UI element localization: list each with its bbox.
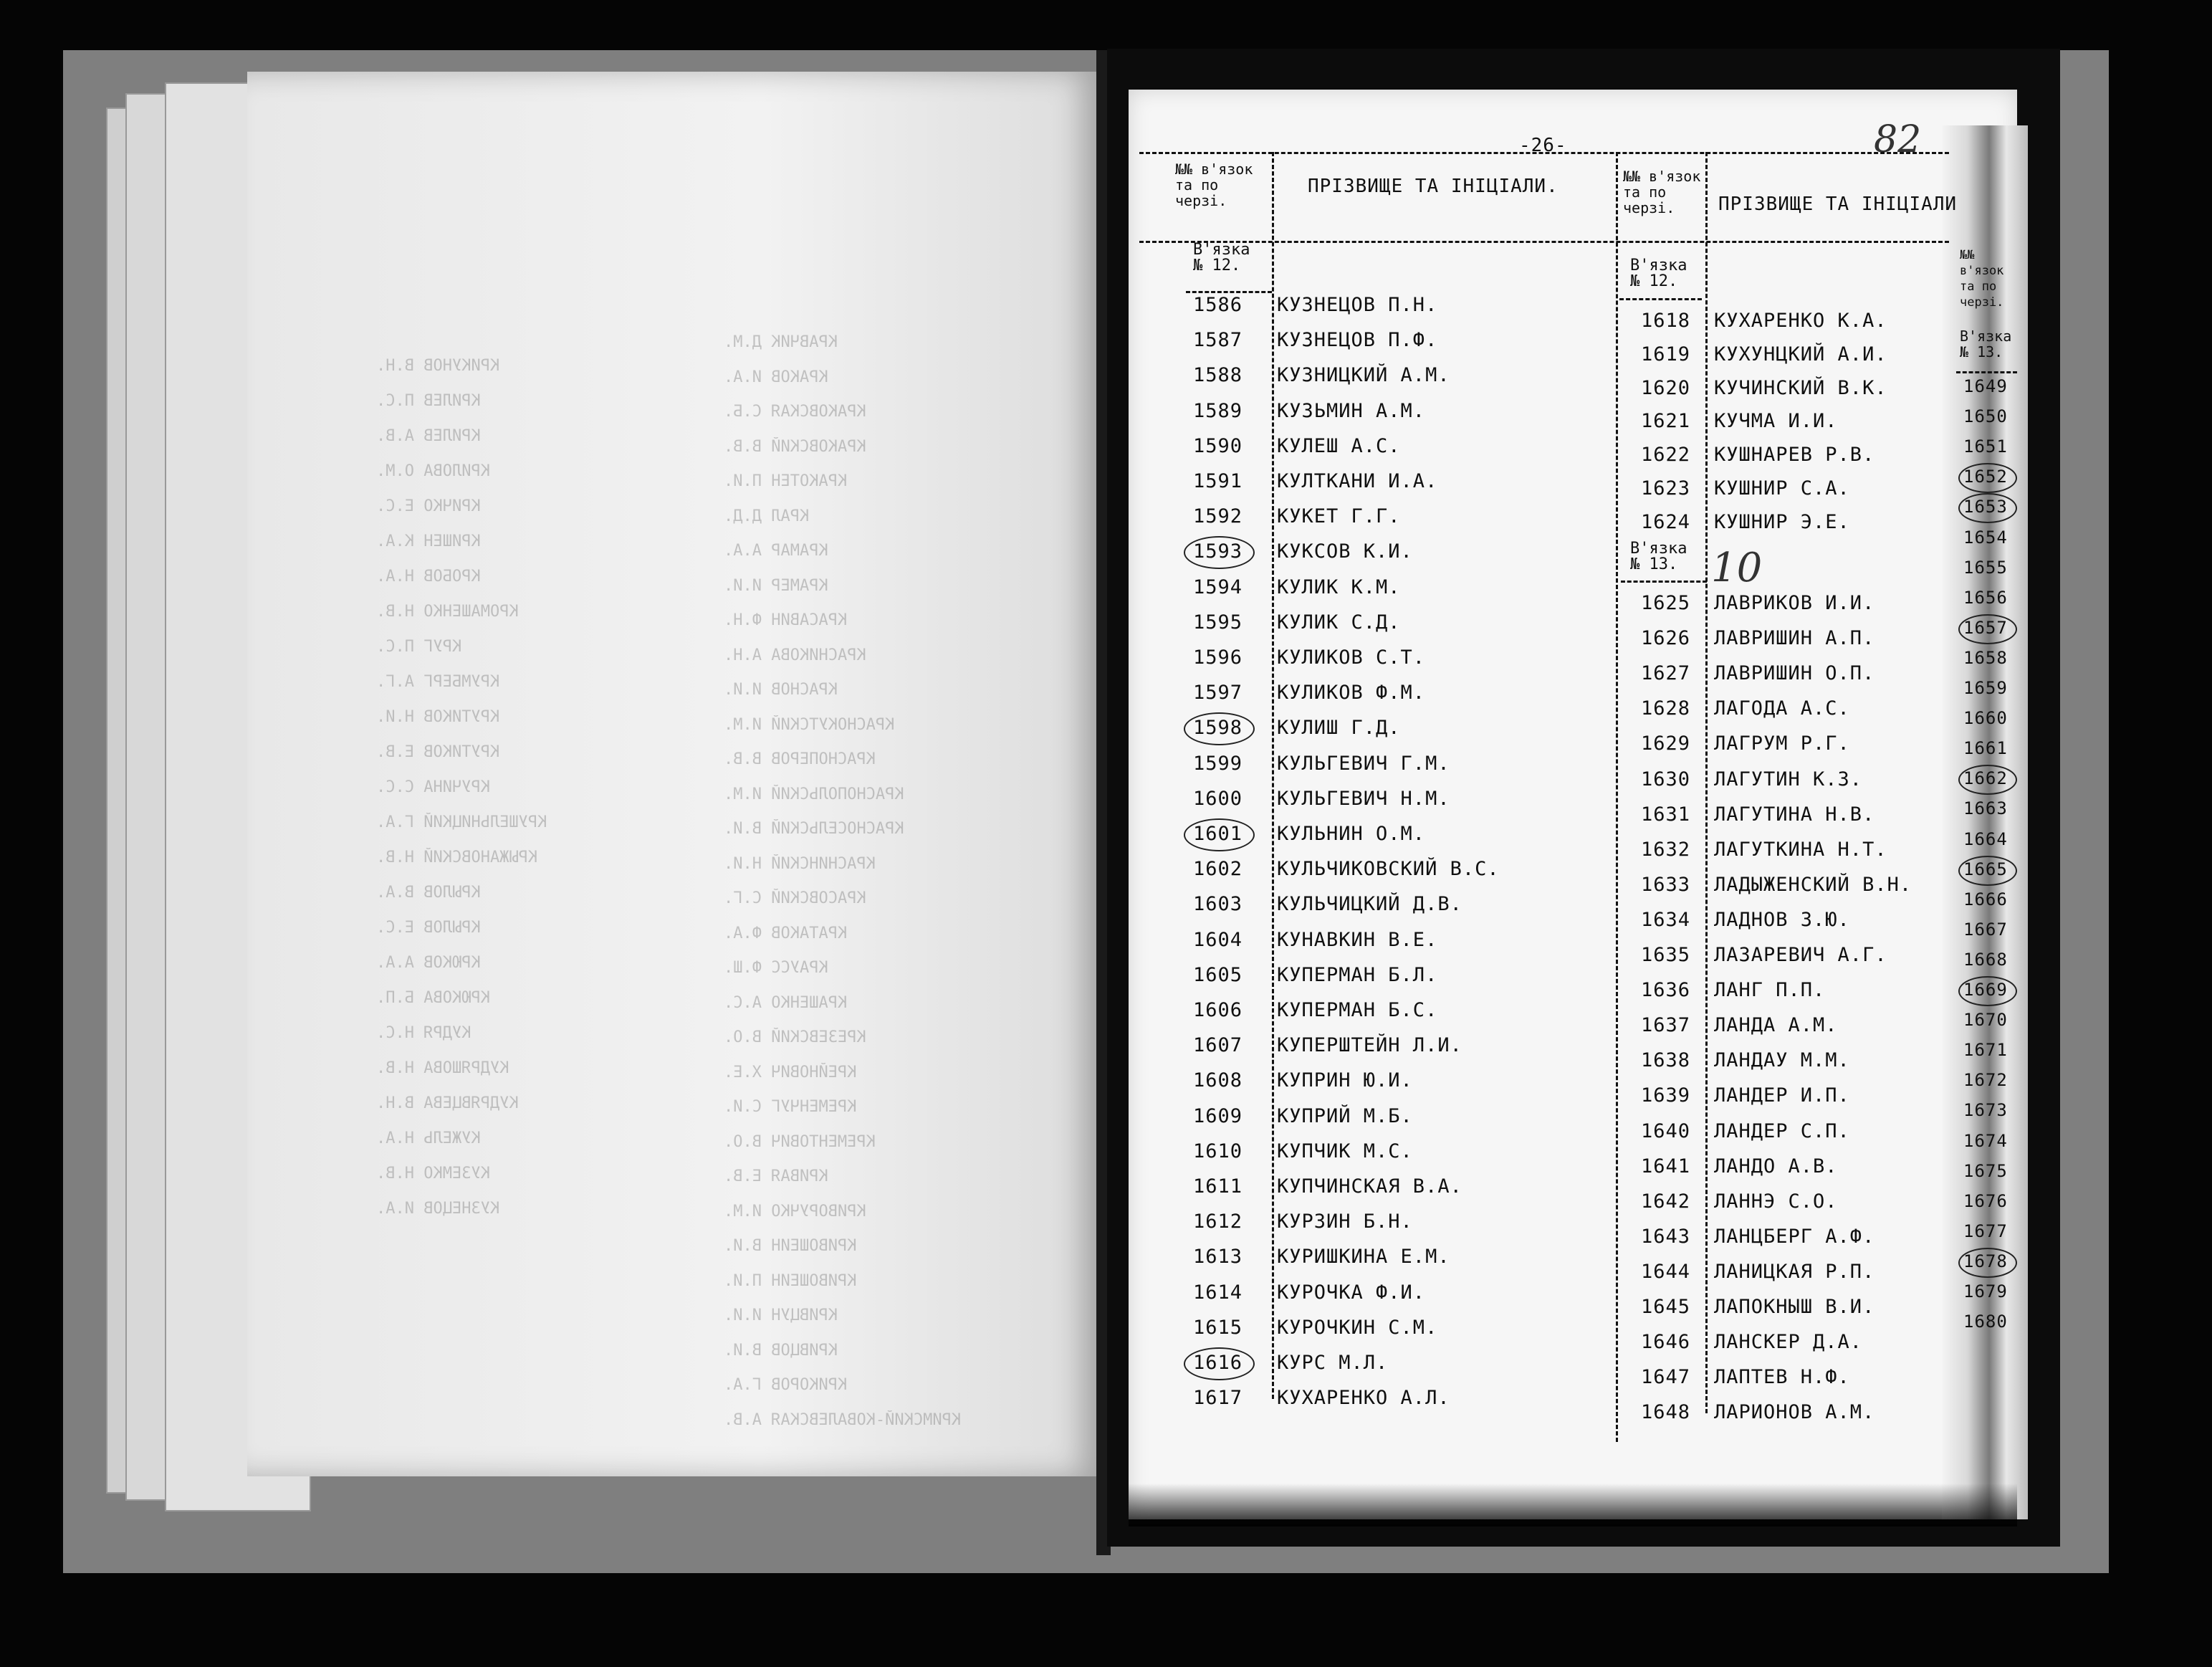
- ghost-line: КУЗЕМКО Н.В.: [376, 1165, 490, 1183]
- entry-number: 1598: [1193, 717, 1243, 740]
- entry-number: 1597: [1193, 682, 1243, 704]
- entry-number: 1645: [1641, 1296, 1691, 1318]
- circled-mark: [1184, 1347, 1255, 1380]
- entry-number: 1626: [1641, 627, 1691, 650]
- entry-number: 1599: [1193, 752, 1243, 775]
- ghost-line: КРИЧКО Е.С.: [376, 497, 481, 515]
- col2-num-bundle13-rule: [1621, 581, 1707, 583]
- ghost-line: КУДРЯВЦЕВА В.Н.: [376, 1094, 519, 1112]
- entry-name: КУНАВКИН В.Е.: [1277, 928, 1438, 951]
- entry-name: ЛАГРУМ Р.Г.: [1714, 732, 1850, 755]
- entry-name: КУПРИН Ю.И.: [1277, 1069, 1413, 1092]
- entry-number: 1649: [1963, 376, 2008, 396]
- ghost-line: КРАСАВИН Ф.Н.: [724, 611, 848, 629]
- entry-name: ЛАНЦБЕРГ А.Ф.: [1714, 1225, 1875, 1248]
- ghost-line: КРАТАКОВ Ф.А.: [724, 924, 848, 942]
- ghost-line: КРУЧИНА С.С.: [376, 778, 490, 796]
- ghost-line: КРЫЛОВ В.А.: [376, 884, 481, 902]
- entry-number: 1625: [1641, 592, 1691, 614]
- entry-number: 1631: [1641, 803, 1691, 826]
- circled-mark: [1958, 1248, 2017, 1278]
- entry-name: КУЛИШ Г.Д.: [1277, 717, 1401, 740]
- entry-number: 1629: [1641, 732, 1691, 755]
- entry-number: 1630: [1641, 768, 1691, 790]
- ghost-line: КРИЛЕВ П.С.: [376, 392, 481, 410]
- entry-number: 1624: [1641, 510, 1691, 533]
- ghost-line: КРЮКОВА Б.П.: [376, 989, 490, 1007]
- circled-mark: [1958, 976, 2017, 1006]
- entry-name: КУЗНЕЦОВ П.Н.: [1277, 294, 1438, 316]
- ghost-line: КРИКОРОВ Г.А.: [724, 1376, 848, 1394]
- ghost-line: КРАМЕР И.И.: [724, 576, 828, 595]
- ghost-line: КРИВЦОВ В.И.: [724, 1341, 838, 1360]
- entry-name: КУХАРЕНКО А.Л.: [1277, 1387, 1450, 1410]
- entry-number: 1603: [1193, 893, 1243, 916]
- entry-number: 1677: [1963, 1221, 2008, 1241]
- entry-number: 1588: [1193, 364, 1243, 387]
- ghost-line: КРАКОТЕН П.И.: [724, 472, 848, 490]
- ghost-line: КРУШЕЛЬНИЦКИЙ Г.А.: [376, 813, 547, 831]
- ghost-line: КУДРЯ Н.С.: [376, 1024, 471, 1042]
- entry-number: 1669: [1963, 980, 2008, 1000]
- entry-number: 1680: [1963, 1312, 2008, 1332]
- entry-name: ЛАГУТКИНА Н.Т.: [1714, 838, 1887, 861]
- ghost-line: КРУМБЕРГ А.Г.: [376, 673, 500, 691]
- ghost-line: КРАСНОПОЛЬСКИЙ И.М.: [724, 785, 904, 803]
- entry-number: 1590: [1193, 434, 1243, 457]
- ghost-line: КРАВЧИК Д.М.: [724, 333, 838, 351]
- entry-name: КУКЕТ Г.Г.: [1277, 505, 1401, 528]
- entry-name: ЛАЗАРЕВИЧ А.Г.: [1714, 944, 1887, 966]
- ghost-line: КРИМСКИЙ-КОВАЛЕВСКАЯ А.В.: [724, 1410, 962, 1429]
- entry-name: ЛАПТЕВ Н.Ф.: [1714, 1366, 1850, 1389]
- entry-number: 1652: [1963, 467, 2008, 487]
- page-number: -26-: [1519, 135, 1567, 156]
- entry-number: 1610: [1193, 1140, 1243, 1162]
- col2-num-bundle-rule: [1619, 298, 1702, 300]
- col3-bundle-label: В'язка № 13.: [1960, 328, 2012, 360]
- entry-number: 1666: [1963, 889, 2008, 909]
- ghost-line: КРУТИКОВ Е.В.: [376, 743, 500, 761]
- entry-number: 1622: [1641, 444, 1691, 467]
- entry-name: КУЗНЕЦОВ П.Ф.: [1277, 329, 1438, 352]
- col2-num-header: №№ в'язок та по черзі.: [1623, 168, 1701, 216]
- entry-name: ЛАГОДА А.С.: [1714, 697, 1850, 720]
- ghost-line: КРЮКОВ А.А.: [376, 954, 481, 972]
- entry-number: 1642: [1641, 1190, 1691, 1213]
- entry-name: КУПЕРМАН Б.Л.: [1277, 963, 1438, 986]
- entry-number: 1657: [1963, 617, 2008, 638]
- col1-num-header-rule: [1186, 291, 1272, 293]
- ghost-line: КРАУСС Ф.Ш.: [724, 959, 828, 977]
- entry-number: 1638: [1641, 1049, 1691, 1072]
- ghost-line: КРАСНОКУТСКИЙ И.М.: [724, 715, 895, 734]
- entry-name: КУЛИК С.Д.: [1277, 611, 1401, 634]
- right-page: [1129, 90, 2017, 1519]
- entry-number: 1591: [1193, 470, 1243, 492]
- entry-number: 1593: [1193, 540, 1243, 563]
- entry-number: 1674: [1963, 1130, 2008, 1151]
- entry-number: 1605: [1193, 963, 1243, 986]
- entry-name: КУПРИЙ М.Б.: [1277, 1104, 1413, 1127]
- col1-num-header: №№ в'язок та по черзі.: [1175, 161, 1253, 209]
- entry-number: 1643: [1641, 1225, 1691, 1248]
- entry-number: 1641: [1641, 1155, 1691, 1178]
- entry-number: 1639: [1641, 1084, 1691, 1107]
- entry-number: 1601: [1193, 823, 1243, 845]
- ghost-line: КРЕМЕНТОВИЧ В.О.: [724, 1132, 876, 1151]
- entry-name: КУЛЬЧИКОВСКИЙ В.С.: [1277, 858, 1500, 881]
- entry-number: 1656: [1963, 587, 2008, 608]
- entry-number: 1658: [1963, 647, 2008, 668]
- entry-name: КУЛИКОВ Ф.М.: [1277, 682, 1426, 704]
- entry-name: ЛАГУТИНА Н.В.: [1714, 803, 1875, 826]
- ghost-line: КРЕЙНОВИЧ Х.Е.: [724, 1063, 857, 1081]
- col2-bundle-label-13: В'язка № 13.: [1630, 540, 1687, 573]
- entry-number: 1607: [1193, 1034, 1243, 1057]
- entry-name: КУРС М.Л.: [1277, 1352, 1389, 1374]
- ghost-line: КРИЛОВА О.М.: [376, 462, 490, 480]
- entry-number: 1662: [1963, 768, 2008, 789]
- ghost-line: КРИКУНОВ В.Н.: [376, 357, 500, 375]
- col1-divider: [1272, 152, 1274, 1399]
- header-top-rule: [1139, 152, 1949, 154]
- entry-name: КУПЧИНСКАЯ В.А.: [1277, 1175, 1462, 1198]
- entry-number: 1648: [1641, 1401, 1691, 1424]
- entry-number: 1587: [1193, 329, 1243, 352]
- entry-number: 1620: [1641, 376, 1691, 399]
- entry-name: ЛАНДЕР С.П.: [1714, 1119, 1850, 1142]
- ghost-line: КРАСНИНСКИЙ Н.И.: [724, 854, 876, 873]
- entry-name: ЛАНДЕР И.П.: [1714, 1084, 1850, 1107]
- entry-name: КУПЕРМАН Б.С.: [1277, 999, 1438, 1021]
- entry-number: 1647: [1641, 1366, 1691, 1389]
- entry-number: 1613: [1193, 1246, 1243, 1269]
- entry-number: 1678: [1963, 1251, 2008, 1271]
- ghost-line: КРИШЕН К.А.: [376, 532, 481, 550]
- entry-number: 1659: [1963, 678, 2008, 698]
- entry-number: 1627: [1641, 662, 1691, 685]
- entry-name: ЛАРИОНОВ А.М.: [1714, 1401, 1875, 1424]
- entry-name: ЛАВРИШИН О.П.: [1714, 662, 1875, 685]
- entry-name: КУЗНИЦКИЙ А.М.: [1277, 364, 1450, 387]
- entry-number: 1602: [1193, 858, 1243, 881]
- col1-bundle-label: В'язка № 12.: [1193, 241, 1250, 274]
- entry-number: 1596: [1193, 646, 1243, 669]
- ghost-line: КРАМАР А.А.: [724, 542, 828, 560]
- ghost-line: КУДРЯШОВА Н.В.: [376, 1059, 509, 1077]
- ghost-line: КУЗНЕЦОВ И.А.: [376, 1200, 500, 1218]
- entry-number: 1594: [1193, 575, 1243, 598]
- entry-number: 1679: [1963, 1281, 2008, 1301]
- entry-name: КУХАРЕНКО К.А.: [1714, 310, 1887, 332]
- col3-num-header: №№ в'язок та по черзі.: [1960, 248, 2004, 310]
- entry-number: 1660: [1963, 708, 2008, 729]
- entry-name: ЛАНДАУ М.М.: [1714, 1049, 1850, 1072]
- entry-number: 1644: [1641, 1260, 1691, 1283]
- entry-name: ЛАНСКЕР Д.А.: [1714, 1331, 1863, 1354]
- entry-number: 1663: [1963, 798, 2008, 819]
- handwritten-note: 10: [1711, 545, 1763, 591]
- entry-number: 1635: [1641, 944, 1691, 966]
- entry-number: 1650: [1963, 406, 2008, 427]
- entry-number: 1633: [1641, 873, 1691, 896]
- entry-name: ЛАННЭ С.О.: [1714, 1190, 1838, 1213]
- col2-divider: [1705, 152, 1708, 1413]
- ghost-line: КРУГ П.С.: [376, 638, 462, 656]
- ghost-line: КРАСНИКОВА А.Н.: [724, 646, 866, 664]
- entry-number: 1592: [1193, 505, 1243, 528]
- entry-number: 1615: [1193, 1316, 1243, 1339]
- circled-mark: [1958, 856, 2017, 886]
- entry-number: 1611: [1193, 1175, 1243, 1198]
- entry-name: КУЛТКАНИ И.А.: [1277, 470, 1438, 492]
- ghost-line: КРАКОВСКИЙ В.В.: [724, 437, 866, 456]
- entry-name: ЛАДЫЖЕНСКИЙ В.Н.: [1714, 873, 1912, 896]
- entry-number: 1637: [1641, 1014, 1691, 1037]
- entry-number: 1671: [1963, 1040, 2008, 1061]
- entry-number: 1600: [1193, 787, 1243, 810]
- entry-name: КУКСОВ К.И.: [1277, 540, 1413, 563]
- entry-number: 1636: [1641, 979, 1691, 1002]
- entry-name: КУРЗИН Б.Н.: [1277, 1210, 1413, 1233]
- ghost-line: КРУТИКОВ Н.И.: [376, 708, 500, 726]
- entry-number: 1640: [1641, 1119, 1691, 1142]
- entry-name: ЛАДНОВ З.Ю.: [1714, 908, 1850, 931]
- entry-number: 1661: [1963, 738, 2008, 759]
- entry-number: 1670: [1963, 1010, 2008, 1031]
- col2-left-divider: [1616, 152, 1618, 1442]
- circled-mark: [1958, 463, 2017, 493]
- col1-name-header: ПРІЗВИЩЕ ТА ІНІЦІАЛИ.: [1308, 176, 1559, 197]
- ghost-line: КРЫЖАНОВСКИЙ Н.В.: [376, 849, 538, 866]
- entry-name: КУРОЧКА Ф.И.: [1277, 1281, 1426, 1304]
- ghost-line: КРИВОШЕИН П.И.: [724, 1271, 857, 1290]
- entry-number: 1634: [1641, 908, 1691, 931]
- ghost-line: КРЫЛОВ Е.С.: [376, 919, 481, 937]
- entry-name: КУЛИК К.М.: [1277, 575, 1401, 598]
- col2-bundle-label-12: В'язка № 12.: [1630, 257, 1687, 290]
- entry-number: 1589: [1193, 399, 1243, 422]
- entry-number: 1621: [1641, 410, 1691, 433]
- ghost-line: КРАСНОВ И.И.: [724, 681, 838, 699]
- entry-number: 1667: [1963, 919, 2008, 940]
- entry-number: 1673: [1963, 1100, 2008, 1121]
- entry-name: ЛАГУТИН К.З.: [1714, 768, 1863, 790]
- entry-number: 1653: [1963, 497, 2008, 517]
- entry-name: ЛАВРИШИН А.П.: [1714, 627, 1875, 650]
- entry-name: КУЛЬГЕВИЧ Г.М.: [1277, 752, 1450, 775]
- entry-number: 1586: [1193, 294, 1243, 316]
- entry-name: КУПЧИК М.С.: [1277, 1140, 1413, 1162]
- entry-number: 1614: [1193, 1281, 1243, 1304]
- entry-number: 1665: [1963, 859, 2008, 879]
- ghost-line: КРАШЕНКО А.С.: [724, 993, 848, 1012]
- entry-number: 1616: [1193, 1352, 1243, 1374]
- ghost-line: КРАСОВСКИЙ С.Г.: [724, 889, 866, 907]
- entry-number: 1672: [1963, 1070, 2008, 1091]
- entry-name: КУЛЬЧИЦКИЙ Д.В.: [1277, 893, 1462, 916]
- entry-number: 1664: [1963, 828, 2008, 849]
- entry-number: 1632: [1641, 838, 1691, 861]
- entry-name: КУРОЧКИН С.М.: [1277, 1316, 1438, 1339]
- entry-name: КУШНИР С.А.: [1714, 477, 1850, 500]
- ghost-line: КРИВОРУЧКО И.М.: [724, 1202, 866, 1221]
- entry-name: КУЛИКОВ С.Т.: [1277, 646, 1426, 669]
- entry-number: 1604: [1193, 928, 1243, 951]
- entry-number: 1595: [1193, 611, 1243, 634]
- page-bottom-shadow: [1129, 1484, 2017, 1527]
- entry-number: 1619: [1641, 343, 1691, 366]
- entry-number: 1668: [1963, 949, 2008, 970]
- entry-name: КУПЕРШТЕЙН Л.И.: [1277, 1034, 1462, 1057]
- entry-number: 1617: [1193, 1387, 1243, 1410]
- entry-name: КУРИШКИНА Е.М.: [1277, 1246, 1450, 1269]
- entry-number: 1608: [1193, 1069, 1243, 1092]
- entry-name: ЛАНГ П.П.: [1714, 979, 1826, 1002]
- handwritten-folio: 82: [1874, 118, 1922, 161]
- col3-num-bundle-rule: [1956, 371, 2017, 373]
- entry-number: 1676: [1963, 1190, 2008, 1211]
- ghost-line: КРЕЗЕВСКИЙ В.О.: [724, 1028, 866, 1046]
- entry-name: КУЛЬГЕВИЧ Н.М.: [1277, 787, 1450, 810]
- entry-number: 1675: [1963, 1160, 2008, 1181]
- entry-name: ЛАПОКНЫШ В.И.: [1714, 1296, 1875, 1318]
- entry-number: 1609: [1193, 1104, 1243, 1127]
- entry-number: 1623: [1641, 477, 1691, 500]
- entry-number: 1654: [1963, 527, 2008, 548]
- entry-number: 1618: [1641, 310, 1691, 332]
- ghost-line: КРОМАШЕНКО Н.В.: [376, 603, 519, 621]
- entry-name: ЛАВРИКОВ И.И.: [1714, 592, 1875, 614]
- entry-name: КУЗЬМИН А.М.: [1277, 399, 1426, 422]
- entry-name: КУЧИНСКИЙ В.К.: [1714, 376, 1887, 399]
- circled-mark: [1958, 614, 2017, 644]
- ghost-line: КРАКОВ И.А.: [724, 368, 828, 386]
- left-page-bleedthrough: [247, 72, 1103, 1476]
- entry-number: 1655: [1963, 557, 2008, 578]
- entry-name: КУЛЬНИН О.М.: [1277, 823, 1426, 845]
- ghost-line: КРАСНОПЕРОВ В.В.: [724, 750, 876, 768]
- entry-name: КУХУНЦКИЙ А.И.: [1714, 343, 1887, 366]
- entry-name: КУЧМА И.И.: [1714, 410, 1838, 433]
- entry-number: 1628: [1641, 697, 1691, 720]
- ghost-line: КУЖЕЛЬ Н.А.: [376, 1129, 481, 1147]
- ghost-line: КРАКОВСКАЯ С.Б.: [724, 403, 866, 421]
- ghost-line: КРИЛЕВ А.В.: [376, 427, 481, 445]
- ghost-line: КРИВЦУН И.И.: [724, 1307, 838, 1324]
- entry-number: 1612: [1193, 1210, 1243, 1233]
- entry-name: ЛАНДО А.В.: [1714, 1155, 1838, 1178]
- col2-name-header: ПРІЗВИЩЕ ТА ІНІЦІАЛИ: [1718, 194, 1958, 215]
- ghost-line: КРИВОШЕИН В.И.: [724, 1237, 857, 1255]
- entry-name: ЛАНДА А.М.: [1714, 1014, 1838, 1037]
- entry-name: КУШНИР Э.Е.: [1714, 510, 1850, 533]
- ghost-line: КРАЛ Д.Д.: [724, 507, 810, 525]
- ghost-line: КРОБОВ Н.А.: [376, 568, 481, 586]
- entry-name: ЛАНИЦКАЯ Р.П.: [1714, 1260, 1875, 1283]
- ghost-line: КРЕМЕНЧУГ С.И.: [724, 1098, 857, 1116]
- entry-number: 1606: [1193, 999, 1243, 1021]
- entry-name: КУШНАРЕВ Р.В.: [1714, 444, 1875, 467]
- entry-name: КУЛЕШ А.С.: [1277, 434, 1401, 457]
- entry-number: 1651: [1963, 436, 2008, 457]
- circled-mark: [1958, 765, 2017, 795]
- ghost-line: КРИВАЯ Е.В.: [724, 1167, 828, 1185]
- entry-number: 1646: [1641, 1331, 1691, 1354]
- circled-mark: [1184, 818, 1255, 851]
- ghost-line: КРАСНОСЕЛЬСКИЙ В.И.: [724, 820, 904, 838]
